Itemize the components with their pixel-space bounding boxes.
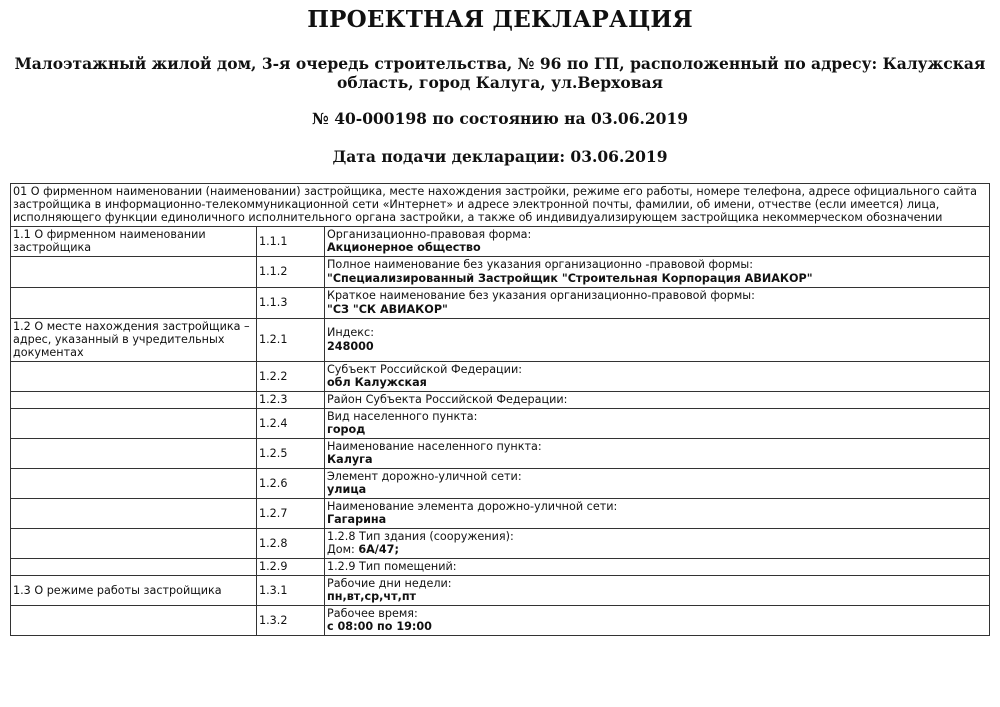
item-label: Рабочее время: xyxy=(327,606,418,620)
item-content xyxy=(325,605,990,635)
subsection-label xyxy=(11,408,257,438)
item-value: обл Калужская xyxy=(327,376,427,390)
item-value: Акционерное общество xyxy=(327,241,481,255)
item-value: с 08:00 по 19:00 xyxy=(327,620,432,634)
table-row xyxy=(11,408,990,438)
table-row xyxy=(11,528,990,558)
item-label: Район Субъекта Российской Федерации: xyxy=(327,393,568,406)
submission-date: Дата подачи декларации: 03.06.2019 xyxy=(332,147,668,166)
item-code: 1.3.2 xyxy=(257,605,325,635)
table-row xyxy=(11,575,990,605)
item-code: 1.2.4 xyxy=(257,408,325,438)
document-title: ПРОЕКТНАЯ ДЕКЛАРАЦИЯ xyxy=(307,6,693,33)
table-row xyxy=(11,498,990,528)
item-value-prefix: Дом: xyxy=(327,543,359,557)
item-content xyxy=(325,575,990,605)
item-label: Рабочие дни недели: xyxy=(327,576,452,590)
item-label: Полное наименование без указания организационно -правовой формы: xyxy=(327,258,753,272)
table-row xyxy=(11,256,990,287)
item-content xyxy=(325,361,990,391)
table-row xyxy=(11,605,990,635)
table-row xyxy=(11,558,990,575)
subsection-label: 1.1 О фирменном наименовании застройщика xyxy=(11,226,257,256)
item-value: пн,вт,ср,чт,пт xyxy=(327,590,417,604)
item-content xyxy=(325,438,990,468)
item-content xyxy=(325,287,990,318)
item-label: Элемент дорожно-уличной сети: xyxy=(327,469,522,483)
item-value: "СЗ "СК АВИАКОР" xyxy=(327,302,448,316)
item-code: 1.2.2 xyxy=(257,361,325,391)
subsection-label xyxy=(11,361,257,391)
item-value-line xyxy=(327,543,987,556)
table-row xyxy=(11,438,990,468)
table-row xyxy=(11,226,990,256)
item-value: Гагарина xyxy=(327,513,387,527)
item-content xyxy=(325,226,990,256)
subsection-label xyxy=(11,287,257,318)
subsection-label xyxy=(11,528,257,558)
item-content xyxy=(325,318,990,361)
item-code: 1.2.7 xyxy=(257,498,325,528)
subsection-label xyxy=(11,391,257,408)
item-value: Калуга xyxy=(327,453,373,467)
item-content xyxy=(325,528,990,558)
item-code: 1.2.1 xyxy=(257,318,325,361)
table-row xyxy=(11,391,990,408)
declaration-table xyxy=(10,183,990,636)
subsection-label xyxy=(11,468,257,498)
item-code: 1.3.1 xyxy=(257,575,325,605)
item-value: "Специализированный Застройщик "Строительная Корпорация АВИАКОР" xyxy=(327,271,813,285)
declaration-number: № 40-000198 по состоянию на 03.06.2019 xyxy=(311,109,689,128)
item-label: Субъект Российской Федерации: xyxy=(327,362,522,376)
item-content xyxy=(325,256,990,287)
item-value: 6А/47; xyxy=(358,543,399,557)
item-label: Вид населенного пункта: xyxy=(327,409,478,423)
item-label: 1.2.8 Тип здания (сооружения): xyxy=(327,529,514,543)
item-label: Организационно-правовая форма: xyxy=(327,227,532,241)
item-content xyxy=(325,498,990,528)
table-row xyxy=(11,318,990,361)
subsection-label xyxy=(11,498,257,528)
item-label: Наименование населенного пункта: xyxy=(327,439,542,453)
section-header: 01 О фирменном наименовании (наименовании) застройщика, месте нахождения застройки, режиме его работы, номере телефона, адресе официального сайта застройщика в информационно-телекоммуникационной сети «Интернет» и адресе электронной почты, фамилии, об имени, отчестве (если имеется) лица, исполняющего функции единоличного исполнительного органа застройки, а также об индивидуализирующем застройщика некоммерческом обозначении xyxy=(11,184,990,227)
item-code: 1.1.3 xyxy=(257,287,325,318)
subsection-label xyxy=(11,605,257,635)
subsection-label: 1.2 О месте нахождения застройщика – адрес, указанный в учредительных документах xyxy=(11,318,257,361)
item-code: 1.2.9 xyxy=(257,558,325,575)
item-label: 1.2.9 Тип помещений: xyxy=(327,560,457,573)
item-label: Индекс: xyxy=(327,326,374,340)
subsection-label: 1.3 О режиме работы застройщика xyxy=(11,575,257,605)
item-value: город xyxy=(327,423,366,437)
item-value: улица xyxy=(327,483,367,497)
item-code: 1.1.1 xyxy=(257,226,325,256)
item-code: 1.2.8 xyxy=(257,528,325,558)
item-label: Наименование элемента дорожно-уличной сети: xyxy=(327,499,618,513)
item-code: 1.1.2 xyxy=(257,256,325,287)
subsection-label xyxy=(11,438,257,468)
item-code: 1.2.6 xyxy=(257,468,325,498)
subsection-label xyxy=(11,256,257,287)
object-description: Малоэтажный жилой дом, 3-я очередь строительства, № 96 по ГП, расположенный по адресу: Калужская область, город Калуга, ул.Верховая xyxy=(14,54,986,92)
table-row xyxy=(11,287,990,318)
item-value: 248000 xyxy=(327,339,374,353)
item-code: 1.2.5 xyxy=(257,438,325,468)
item-code: 1.2.3 xyxy=(257,391,325,408)
subsection-label xyxy=(11,558,257,575)
item-content xyxy=(325,558,990,575)
section-header-row xyxy=(11,184,990,227)
table-row xyxy=(11,361,990,391)
item-content xyxy=(325,408,990,438)
table-row xyxy=(11,468,990,498)
item-content xyxy=(325,391,990,408)
item-label: Краткое наименование без указания организационно-правовой формы: xyxy=(327,289,755,303)
item-content xyxy=(325,468,990,498)
